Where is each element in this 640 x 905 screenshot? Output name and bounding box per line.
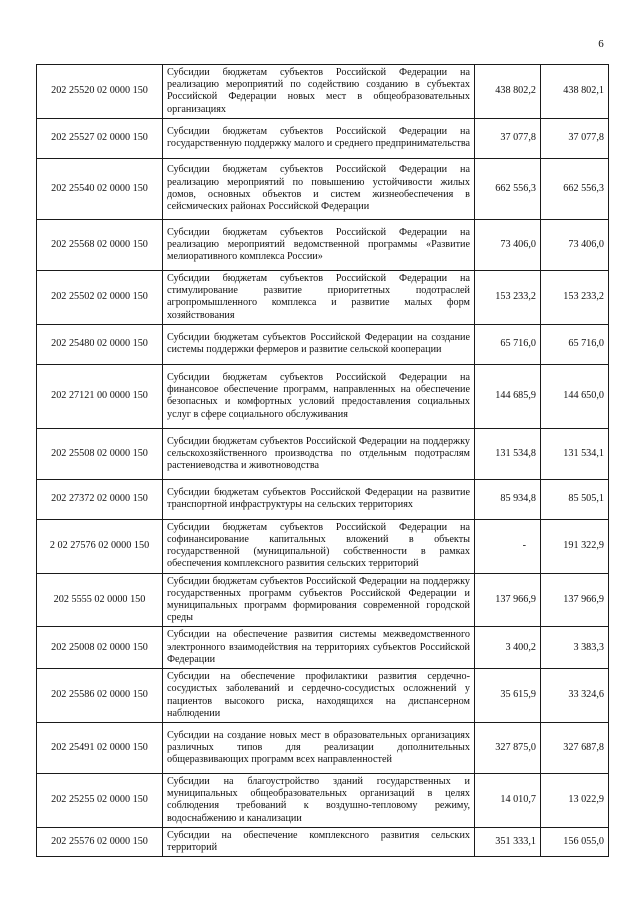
table-row [37, 118, 609, 158]
planned-value: 14 010,7 [475, 774, 541, 828]
budget-code: 2 02 27576 02 0000 150 [37, 519, 163, 573]
planned-value: - [475, 519, 541, 573]
executed-value: 662 556,3 [541, 158, 609, 219]
executed-value: 156 055,0 [541, 827, 609, 856]
row-description: Субсидии на обеспечение комплексного развития сельских территорий [163, 827, 475, 856]
budget-code: 202 27372 02 0000 150 [37, 479, 163, 519]
table-row [37, 65, 609, 119]
executed-value: 144 650,0 [541, 364, 609, 428]
planned-value: 73 406,0 [475, 219, 541, 270]
executed-value: 153 233,2 [541, 270, 609, 324]
budget-code: 202 25520 02 0000 150 [37, 65, 163, 119]
budget-code: 202 25576 02 0000 150 [37, 827, 163, 856]
row-description: Субсидии бюджетам субъектов Российской Федерации на создание системы поддержки фермеров и развитие сельской кооперации [163, 324, 475, 364]
row-description: Субсидии на создание новых мест в образовательных организациях различных типов для реализации дополнительных общеразвивающих программ всех направленностей [163, 723, 475, 774]
table-row [37, 428, 609, 479]
executed-value: 191 322,9 [541, 519, 609, 573]
planned-value: 144 685,9 [475, 364, 541, 428]
budget-code: 202 25491 02 0000 150 [37, 723, 163, 774]
table-row [37, 219, 609, 270]
table-row [37, 827, 609, 856]
planned-value: 3 400,2 [475, 627, 541, 669]
planned-value: 65 716,0 [475, 324, 541, 364]
table-row [37, 573, 609, 627]
budget-code: 202 25480 02 0000 150 [37, 324, 163, 364]
table-row [37, 669, 609, 723]
budget-code: 202 25502 02 0000 150 [37, 270, 163, 324]
row-description: Субсидии бюджетам субъектов Российской Федерации на государственную поддержку малого и среднего предпринимательства [163, 118, 475, 158]
planned-value: 351 333,1 [475, 827, 541, 856]
budget-code: 202 25255 02 0000 150 [37, 774, 163, 828]
planned-value: 137 966,9 [475, 573, 541, 627]
budget-code: 202 25508 02 0000 150 [37, 428, 163, 479]
row-description: Субсидии на благоустройство зданий государственных и муниципальных общеобразовательных организаций в целях соблюдения требований к воздушно-тепловому режиму, водоснабжению и канализации [163, 774, 475, 828]
executed-value: 327 687,8 [541, 723, 609, 774]
row-description: Субсидии бюджетам субъектов Российской Федерации на развитие транспортной инфраструктуры на сельских территориях [163, 479, 475, 519]
executed-value: 137 966,9 [541, 573, 609, 627]
executed-value: 13 022,9 [541, 774, 609, 828]
row-description: Субсидии бюджетам субъектов Российской Федерации на поддержку государственных программ субъектов Российской Федерации и муниципальных программ формирования современной городской среды [163, 573, 475, 627]
planned-value: 153 233,2 [475, 270, 541, 324]
executed-value: 3 383,3 [541, 627, 609, 669]
table-row [37, 774, 609, 828]
executed-value: 37 077,8 [541, 118, 609, 158]
row-description: Субсидии бюджетам субъектов Российской Федерации на поддержку сельскохозяйственного производства по отдельным подотраслям растениеводства и животноводства [163, 428, 475, 479]
table-row [37, 364, 609, 428]
table-row [37, 479, 609, 519]
row-description: Субсидии на обеспечение профилактики развития сердечно-сосудистых заболеваний и сердечно-сосудистых осложнений у пациентов высокого риска, находящихся на диспансерном наблюдении [163, 669, 475, 723]
table-row [37, 519, 609, 573]
budget-code: 202 25008 02 0000 150 [37, 627, 163, 669]
planned-value: 438 802,2 [475, 65, 541, 119]
planned-value: 85 934,8 [475, 479, 541, 519]
budget-code: 202 25586 02 0000 150 [37, 669, 163, 723]
planned-value: 327 875,0 [475, 723, 541, 774]
budget-code: 202 25527 02 0000 150 [37, 118, 163, 158]
row-description: Субсидии на обеспечение развития системы межведомственного электронного взаимодействия на территориях субъектов Российской Федерации [163, 627, 475, 669]
executed-value: 85 505,1 [541, 479, 609, 519]
planned-value: 37 077,8 [475, 118, 541, 158]
row-description: Субсидии бюджетам субъектов Российской Федерации на реализацию мероприятий по содействию созданию в субъектах Российской Федерации новых мест в общеобразовательных организациях [163, 65, 475, 119]
planned-value: 131 534,8 [475, 428, 541, 479]
planned-value: 662 556,3 [475, 158, 541, 219]
row-description: Субсидии бюджетам субъектов Российской Федерации на стимулирование развитие приоритетных подотраслей агропромышленного комплекса и развитие малых форм хозяйствования [163, 270, 475, 324]
table-row [37, 627, 609, 669]
budget-code: 202 27121 00 0000 150 [37, 364, 163, 428]
row-description: Субсидии бюджетам субъектов Российской Федерации на софинансирование капитальных вложений в объекты государственной (муниципальной) собственности в рамках обеспечения комплексного развития сельских территорий [163, 519, 475, 573]
executed-value: 65 716,0 [541, 324, 609, 364]
executed-value: 131 534,1 [541, 428, 609, 479]
executed-value: 33 324,6 [541, 669, 609, 723]
executed-value: 438 802,1 [541, 65, 609, 119]
budget-code: 202 5555 02 0000 150 [37, 573, 163, 627]
row-description: Субсидии бюджетам субъектов Российской Федерации на реализацию мероприятий ведомственной программы «Развитие мелиоративного комплекса России» [163, 219, 475, 270]
table-row [37, 723, 609, 774]
page-number: 6 [598, 38, 604, 50]
table-row [37, 158, 609, 219]
row-description: Субсидии бюджетам субъектов Российской Федерации на реализацию мероприятий по повышению устойчивости жилых домов, основных объектов и систем жизнеобеспечения в сейсмических районах Российской Федерации [163, 158, 475, 219]
budget-code: 202 25568 02 0000 150 [37, 219, 163, 270]
table-row [37, 270, 609, 324]
budget-code: 202 25540 02 0000 150 [37, 158, 163, 219]
row-description: Субсидии бюджетам субъектов Российской Федерации на финансовое обеспечение программ, направленных на обеспечение безопасных и комфортных условий предоставления социальных услуг в сфере социального обслуживания [163, 364, 475, 428]
table-row [37, 324, 609, 364]
budget-table [36, 64, 609, 857]
planned-value: 35 615,9 [475, 669, 541, 723]
executed-value: 73 406,0 [541, 219, 609, 270]
